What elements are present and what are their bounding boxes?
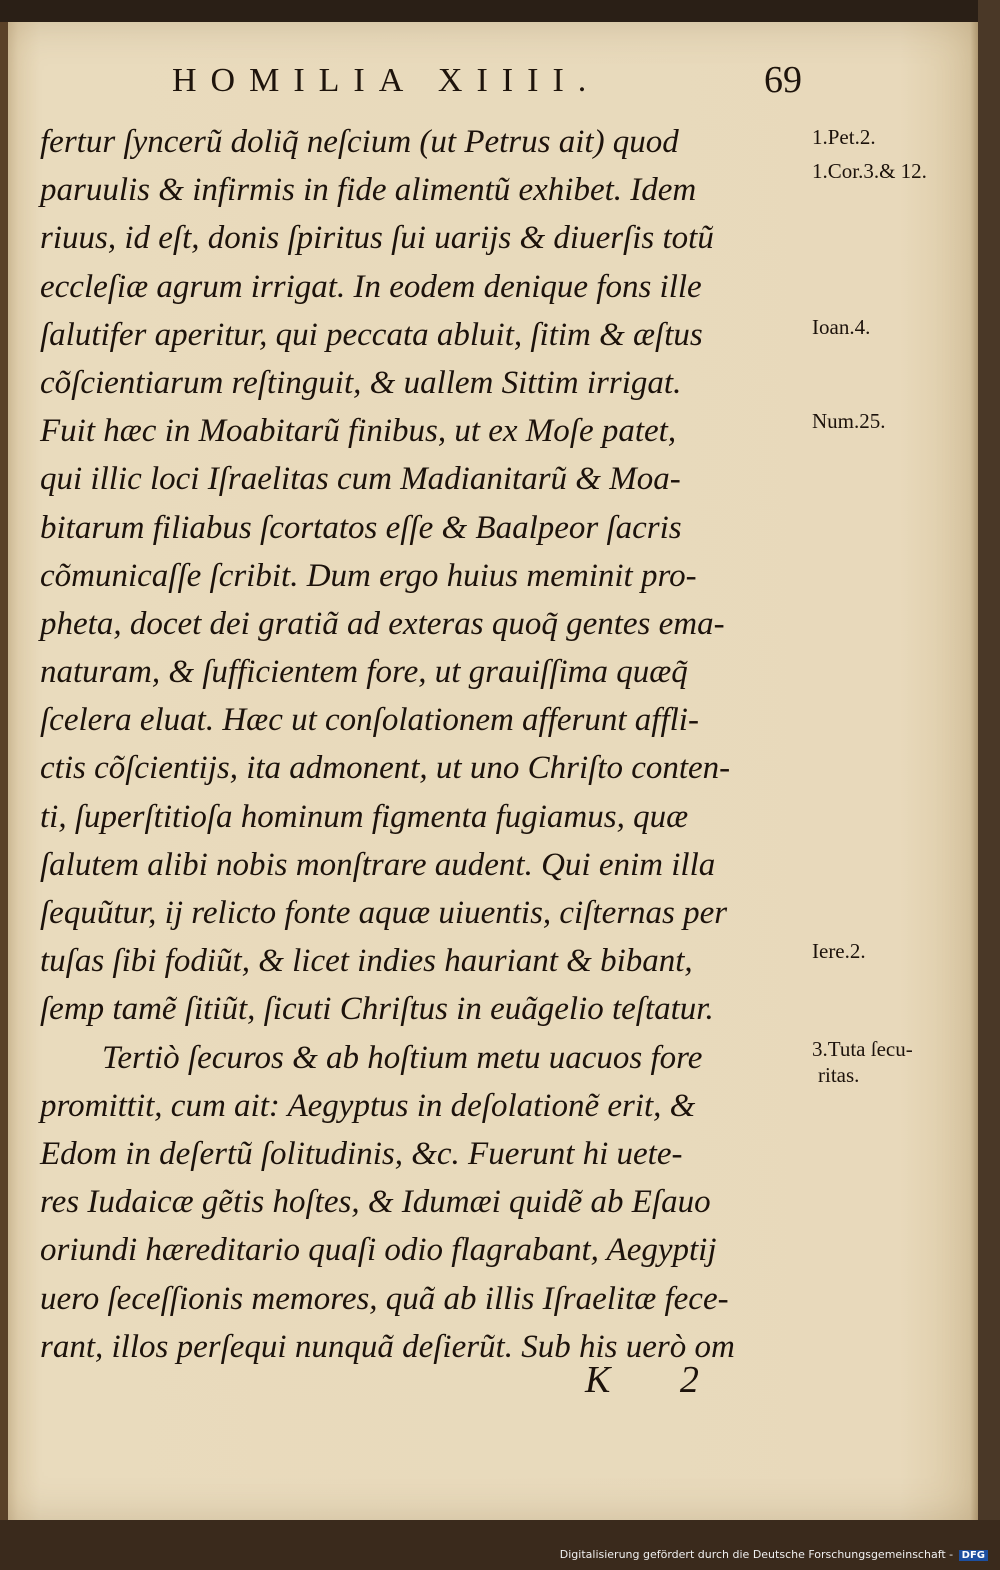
text-line: Fuit hæc in Moabitarũ finibus, ut ex Moſe patet, [40, 413, 677, 450]
text-line: res Iudaicæ gẽtis hoſtes, & Idumæi quidẽ ab Eſauo [40, 1184, 711, 1221]
scan-background-bottom [0, 1520, 1000, 1570]
text-line: ſalutem alibi nobis monſtrare audent. Qui enim illa [40, 846, 716, 883]
text-line: uero ſeceſſionis memores, quã ab illis Iſraelitæ fece- [40, 1280, 729, 1317]
body-text [40, 118, 810, 1371]
text-line: cõſcientiarum reſtinguit, & uallem Sittim irrigat. [40, 364, 682, 401]
digitization-credit [560, 1548, 988, 1561]
text-line: fertur ſyncerũ doliq̃ neſcium (ut Petrus ait) quod [40, 124, 679, 160]
text-line: qui illic loci Iſraelitas cum Madianitarũ & Moa- [40, 461, 681, 498]
margin-note-tuta: 3.Tuta ſecu- [812, 1037, 913, 1061]
text-line: naturam, & ſufficientem fore, ut grauiſſima quæq̃ [40, 654, 688, 691]
text-line: cõmunicaſſe ſcribit. Dum ergo huius meminit pro- [40, 557, 697, 594]
margin-note-1cor: 1.Cor.3.& 12. [812, 159, 927, 183]
margin-note-num: Num.25. [812, 409, 886, 433]
text-line: eccleſiæ agrum irrigat. In eodem denique fons ille [40, 268, 702, 305]
running-title: HOMILIA XIIII. [172, 62, 601, 99]
text-line: riuus, id eſt, donis ſpiritus ſui uarijs & diuerſis totũ [40, 220, 714, 257]
margin-note-securitas: ritas. [818, 1063, 860, 1087]
margin-note-ioan: Ioan.4. [812, 315, 871, 339]
text-line: oriundi hæreditario quaſi odio flagrabant, Aegyptij [40, 1232, 717, 1269]
credit-text: Digitalisierung gefördert durch die Deutsche Forschungsgemeinschaft - [559, 1548, 954, 1561]
text-line: bitarum filiabus ſcortatos eſſe & Baalpeor ſacris [40, 509, 682, 546]
text-line: ti, ſuperſtitioſa hominum figmenta fugiamus, quæ [40, 798, 689, 835]
signature-mark: K 2 [585, 1359, 729, 1401]
text-line: tuſas ſibi fodiũt, & licet indies hauriant & bibant, [40, 943, 693, 980]
text-line: pheta, docet dei gratiã ad exteras quoq̃ gentes ema- [40, 605, 725, 642]
text-line: ſequũtur, ij relicto fonte aquæ uiuentis, ciſternas per [40, 895, 728, 931]
paragraph-start-line: Tertiò ſecuros & ab hoſtium metu uacuos fore [102, 1039, 703, 1076]
running-header [172, 59, 812, 112]
text-line: ctis cõſcientijs, ita admonent, ut uno Chriſto conten- [40, 750, 731, 787]
dfg-logo: DFG [959, 1550, 988, 1561]
text-line: Edom in deſertũ ſolitudinis, &c. Fuerunt hi uete- [40, 1135, 683, 1172]
text-line: paruulis & infirmis in fide alimentũ exhibet. Idem [40, 172, 697, 209]
page-binding-edge [0, 22, 8, 1520]
text-line: rant, illos perſequi nunquã deſierũt. Sub his uerò om [40, 1328, 735, 1365]
margin-note-iere: Iere.2. [812, 939, 866, 963]
page-number: 69 [764, 59, 802, 101]
text-line: ſcelera eluat. Hæc ut conſolationem afferunt affli- [40, 702, 699, 739]
text-line: promittit, cum ait: Aegyptus in deſolationẽ erit, & [40, 1087, 696, 1124]
text-line: ſemp tamẽ ſitiũt, ſicuti Chriſtus in euãgelio teſtatur. [40, 991, 714, 1028]
text-line: ſalutifer aperitur, qui peccata abluit, ſitim & æſtus [40, 316, 703, 353]
marginal-notes [812, 118, 982, 1418]
margin-note-1pet: 1.Pet.2. [812, 125, 876, 149]
